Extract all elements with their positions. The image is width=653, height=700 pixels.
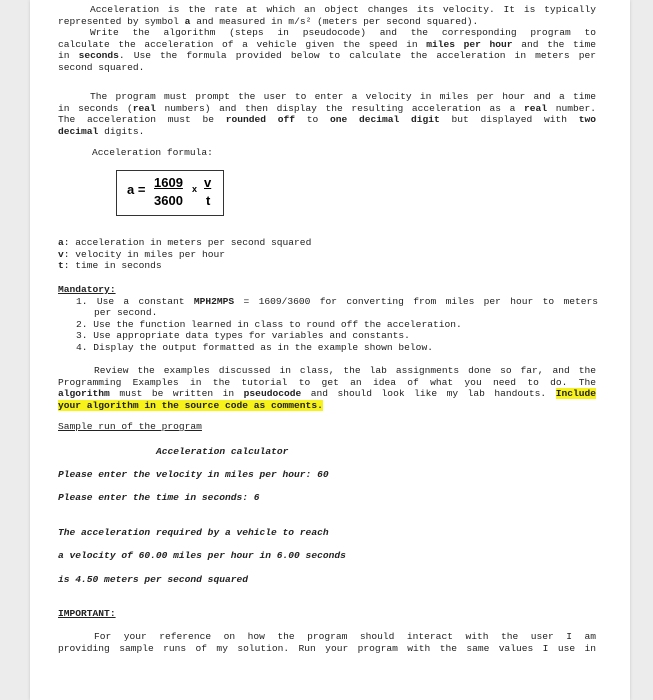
important-heading: IMPORTANT:: [58, 608, 116, 619]
intro-line-4: calculate the acceleration of a vehicle given the speed in miles per hour and the time: [58, 38, 596, 50]
sample-result-line-3: is 4.50 meters per second squared: [58, 574, 248, 585]
mandatory-section: [58, 284, 598, 354]
formula-denominator: 3600: [154, 193, 183, 208]
mandatory-item-3: 3. Use appropriate data types for variables and constants.: [76, 330, 410, 342]
definition-t: t: time in seconds: [58, 260, 162, 272]
important-paragraph: [58, 631, 596, 654]
definition-a: a: acceleration in meters per second squared: [58, 237, 312, 248]
formula-box: [116, 170, 224, 216]
intro-line-5: in seconds. Use the formula provided below to calculate the acceleration in meters per: [58, 50, 596, 62]
review-paragraph: [58, 365, 596, 411]
important-line-2: providing sample runs of my solution. Run your program with the same values I use in: [58, 642, 596, 654]
mandatory-item-1-cont: per second.: [94, 307, 158, 319]
variable-definitions: [58, 237, 311, 272]
document-page: [30, 0, 630, 700]
sample-prompt-velocity: Please enter the velocity in miles per hour: 60: [58, 469, 329, 480]
intro-paragraph: [58, 4, 596, 74]
requirements-paragraph: [58, 91, 596, 137]
req-line-4: decimal digits.: [58, 125, 145, 137]
definition-v: v: velocity in miles per hour: [58, 248, 225, 260]
mandatory-heading: Mandatory:: [58, 284, 116, 295]
req-line-1: The program must prompt the user to enter a velocity in miles per hour and a time: [90, 91, 596, 102]
mandatory-item-1: 1. Use a constant MPH2MPS = 1609/3600 for converting from miles per hour to meters: [76, 295, 598, 307]
important-line-1: For your reference on how the program should interact with the user I am: [94, 631, 596, 642]
sample-title: Acceleration calculator: [156, 446, 289, 457]
intro-line-3: Write the algorithm (steps in pseudocode) and the corresponding program to: [90, 27, 596, 39]
sample-prompt-time: Please enter the time in seconds: 6: [58, 492, 260, 503]
formula-lhs: a =: [127, 182, 146, 197]
review-line-4: your algorithm in the source code as comments.: [58, 399, 323, 411]
sample-run-heading: Sample run of the program: [58, 421, 202, 432]
review-line-2: Programming Examples in the tutorial to get an idea of what you need to do. The: [58, 376, 596, 388]
intro-line-2: represented by symbol a and measured in m/s² (meters per second squared).: [58, 15, 479, 27]
sample-result-line-1: The acceleration required by a vehicle to reach: [58, 527, 329, 538]
req-line-2: in seconds (real numbers) and then display the resulting acceleration as a real number.: [58, 102, 596, 114]
formula-times: x: [192, 184, 198, 194]
intro-line-1: Acceleration is the rate at which an object changes its velocity. It is typically: [90, 4, 596, 15]
mandatory-item-4: 4. Display the output formatted as in the example shown below.: [76, 341, 433, 353]
formula-time: t: [206, 193, 211, 208]
review-line-3: algorithm must be written in pseudocode and should look like my lab handouts. Include: [58, 388, 596, 400]
formula-numerator: 1609: [154, 175, 183, 190]
mandatory-item-2: 2. Use the function learned in class to round off the acceleration.: [76, 318, 462, 330]
intro-line-6: second squared.: [58, 61, 145, 73]
sample-result-line-2: a velocity of 60.00 miles per hour in 6.00 seconds: [58, 550, 346, 561]
formula-velocity: v: [204, 175, 212, 190]
formula-label: Acceleration formula:: [92, 147, 213, 158]
req-line-3: The acceleration must be rounded off to one decimal digit but displayed with two: [58, 114, 596, 126]
review-line-1: Review the examples discussed in class, the lab assignments done so far, and the: [94, 365, 596, 376]
